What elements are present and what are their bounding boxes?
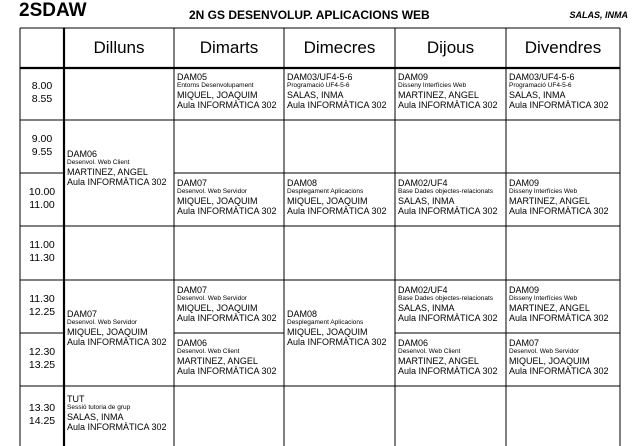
module-code: DAM07 <box>177 177 208 188</box>
class-cell <box>398 338 505 376</box>
room: Aula INFORMÀTICA 302 <box>177 365 277 376</box>
class-cell <box>67 309 173 347</box>
module-code: DAM06 <box>398 337 429 348</box>
module-description: Desplegament Aplicacions <box>287 187 364 195</box>
class-cell <box>398 178 505 216</box>
room: Aula INFORMÀTICA 302 <box>509 365 609 376</box>
module-code: DAM07 <box>177 284 208 295</box>
class-cell <box>287 309 394 347</box>
teacher: SALAS, INMA <box>67 412 124 422</box>
time-slot-label <box>22 239 62 265</box>
module-code: DAM09 <box>509 284 540 295</box>
class-cell <box>67 149 173 187</box>
module-code: DAM07 <box>509 337 540 348</box>
time-slot-label <box>22 346 62 372</box>
teacher-name: SALAS, INMA <box>569 10 628 20</box>
module-description: Base Dades objectes-relacionats <box>398 294 494 302</box>
time-start: 12.30 <box>28 345 56 358</box>
module-description: Desenvol. Web Servidor <box>177 294 247 302</box>
module-description: Disseny Interfícies Web <box>398 82 467 89</box>
class-cell <box>287 178 394 216</box>
room: Aula INFORMÀTICA 302 <box>287 100 387 110</box>
class-cell <box>509 72 619 110</box>
class-cell <box>177 178 283 216</box>
time-end: 11.00 <box>29 198 55 211</box>
module-description: Entorns Desenvolupament <box>177 82 254 89</box>
time-slot-label <box>22 186 62 212</box>
room: Aula INFORMÀTICA 302 <box>177 312 277 323</box>
module-description: Disseny Interfícies Web <box>509 294 578 302</box>
room: Aula INFORMÀTICA 302 <box>398 205 498 216</box>
module-code: DAM06 <box>67 149 98 159</box>
room: Aula INFORMÀTICA 302 <box>287 337 387 347</box>
module-code: DAM02/UF4 <box>398 177 448 188</box>
module-description: Programació UF4-5-6 <box>287 82 350 89</box>
module-code: DAM09 <box>509 177 540 188</box>
room: Aula INFORMÀTICA 302 <box>287 205 387 216</box>
module-code: DAM08 <box>287 309 318 319</box>
module-code: DAM06 <box>177 337 208 348</box>
time-start: 9.00 <box>31 132 53 145</box>
teacher: MARTINEZ, ANGEL <box>509 195 590 206</box>
teacher: MARTINEZ, ANGEL <box>67 167 148 177</box>
time-start: 11.00 <box>29 239 55 251</box>
teacher: MIQUEL, JOAQUIM <box>67 327 148 337</box>
room: Aula INFORMÀTICA 302 <box>509 312 609 323</box>
class-cell <box>398 72 505 110</box>
time-start: 13.30 <box>28 402 56 414</box>
module-description: Sessió tutoria de grup <box>67 404 131 411</box>
teacher: MARTINEZ, ANGEL <box>398 90 479 100</box>
module-code: DAM03/UF4-5-6 <box>287 72 353 82</box>
teacher: SALAS, INMA <box>398 302 455 313</box>
module-code: TUT <box>67 394 85 404</box>
time-slot-label <box>22 293 62 319</box>
teacher: MARTINEZ, ANGEL <box>398 355 479 366</box>
module-code: DAM05 <box>177 72 208 82</box>
room: Aula INFORMÀTICA 302 <box>177 100 277 110</box>
room: Aula INFORMÀTICA 302 <box>398 312 498 323</box>
day-header: Divendres <box>524 38 602 57</box>
time-end: 9.55 <box>31 145 53 158</box>
class-cell <box>177 285 283 323</box>
module-description: Desenvol. Web Client <box>177 347 240 355</box>
teacher: MIQUEL, JOAQUIM <box>287 327 368 337</box>
schedule-title: 2N GS DESENVOLUP. APLICACIONS WEB <box>189 8 430 22</box>
time-start: 10.00 <box>28 185 56 198</box>
module-description: Desplegament Aplicacions <box>287 319 364 326</box>
module-description: Desenvol. Web Client <box>67 159 130 166</box>
module-description: Desenvol. Web Client <box>398 347 461 355</box>
group-code: 2SDAW <box>19 0 87 21</box>
class-cell <box>509 338 619 376</box>
teacher: MIQUEL, JOAQUIM <box>177 90 258 100</box>
teacher: MARTINEZ, ANGEL <box>177 355 258 366</box>
room: Aula INFORMÀTICA 302 <box>67 177 167 187</box>
class-cell <box>177 72 283 110</box>
time-end: 11.30 <box>29 252 55 264</box>
day-header: Dimecres <box>303 38 376 57</box>
time-end: 13.25 <box>28 358 56 371</box>
time-slot-label <box>22 133 62 159</box>
room: Aula INFORMÀTICA 302 <box>509 100 609 110</box>
teacher: SALAS, INMA <box>287 90 344 100</box>
module-description: Base Dades objectes-relacionats <box>398 187 494 195</box>
time-start: 8.00 <box>31 80 53 92</box>
teacher: MIQUEL, JOAQUIM <box>287 195 368 206</box>
module-description: Programació UF4-5-6 <box>509 82 572 89</box>
class-cell <box>398 285 505 323</box>
time-slot-label <box>22 402 62 428</box>
time-end: 14.25 <box>28 415 56 427</box>
time-slot-label <box>22 80 62 106</box>
teacher: MIQUEL, JOAQUIM <box>177 302 258 313</box>
room: Aula INFORMÀTICA 302 <box>67 422 167 432</box>
teacher: SALAS, INMA <box>509 90 566 100</box>
room: Aula INFORMÀTICA 302 <box>398 100 498 110</box>
module-code: DAM02/UF4 <box>398 284 448 295</box>
module-description: Disseny Interfícies Web <box>509 187 578 195</box>
day-header: Dijous <box>426 38 475 57</box>
room: Aula INFORMÀTICA 302 <box>67 337 167 347</box>
time-start: 11.30 <box>29 292 55 305</box>
module-code: DAM09 <box>398 72 429 82</box>
room: Aula INFORMÀTICA 302 <box>177 205 277 216</box>
module-description: Desenvol. Web Servidor <box>177 187 247 195</box>
room: Aula INFORMÀTICA 302 <box>398 365 498 376</box>
teacher: SALAS, INMA <box>398 195 455 206</box>
module-description: Desenvol. Web Servidor <box>509 347 579 355</box>
day-header: Dimarts <box>199 38 259 57</box>
class-cell <box>509 285 619 323</box>
module-description: Desenvol. Web Servidor <box>67 319 137 326</box>
module-code: DAM03/UF4-5-6 <box>509 72 575 82</box>
class-cell <box>509 178 619 216</box>
time-end: 12.25 <box>28 305 56 318</box>
module-code: DAM08 <box>287 177 318 188</box>
teacher: MARTINEZ, ANGEL <box>509 302 590 313</box>
class-cell <box>67 394 173 432</box>
class-cell <box>177 338 283 376</box>
day-header: Dilluns <box>93 38 145 57</box>
teacher: MIQUEL, JOAQUIM <box>177 195 258 206</box>
time-end: 8.55 <box>31 93 53 105</box>
module-code: DAM07 <box>67 309 98 319</box>
teacher: MIQUEL, JOAQUIM <box>509 355 590 366</box>
class-cell <box>287 72 394 110</box>
room: Aula INFORMÀTICA 302 <box>509 205 609 216</box>
